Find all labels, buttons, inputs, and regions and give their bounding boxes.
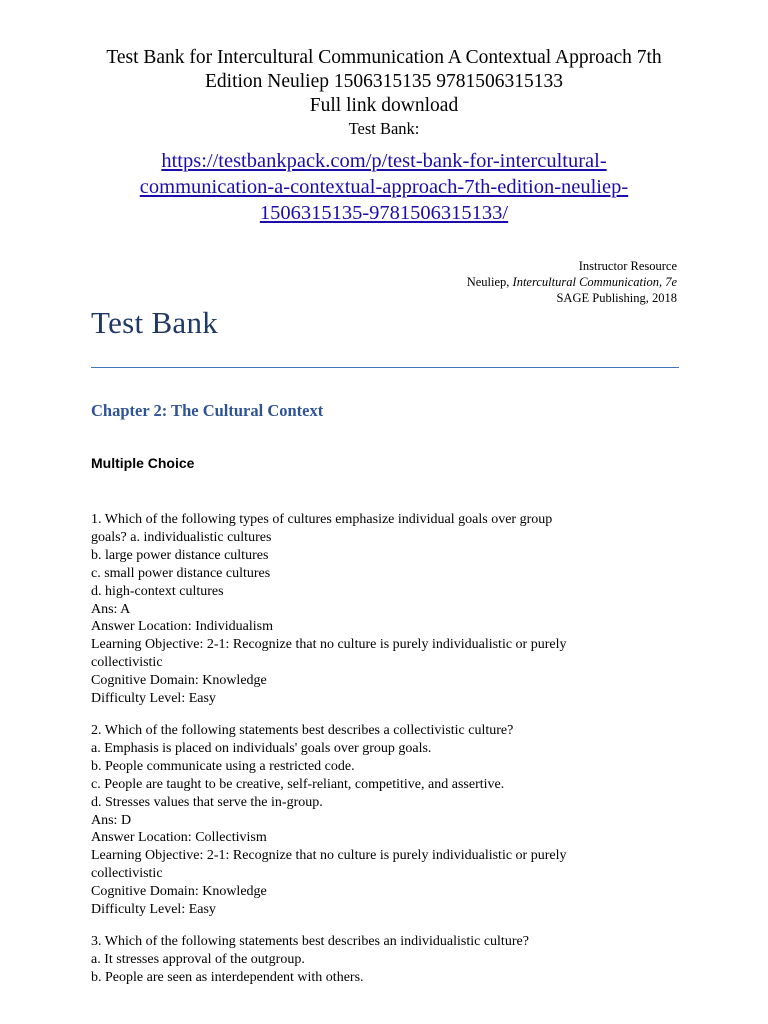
meta-resource: Instructor Resource xyxy=(578,259,677,273)
question-line: collectivistic xyxy=(91,866,163,882)
question-line: d. high-context cultures xyxy=(91,583,224,599)
meta-publisher: SAGE Publishing, 2018 xyxy=(556,291,677,305)
test-bank-label: Test Bank: xyxy=(348,119,420,138)
question-line: Ans: A xyxy=(91,601,131,617)
question-line: Learning Objective: 2-1: Recognize that no culture is purely individualistic or purely xyxy=(91,637,567,653)
question-line: 3. Which of the following statements best describes an individualistic culture? xyxy=(91,933,529,949)
title-divider xyxy=(91,367,679,368)
question-line: Learning Objective: 2-1: Recognize that no culture is purely individualistic or purely xyxy=(91,848,567,864)
document-header xyxy=(60,46,708,140)
question-line: Difficulty Level: Easy xyxy=(91,691,216,707)
question-item xyxy=(91,722,691,919)
question-line: d. Stresses values that serve the in-group. xyxy=(91,794,323,810)
download-link-line-1[interactable]: https://testbankpack.com/p/test-bank-for-intercultural- xyxy=(161,150,607,172)
meta-book-title: Intercultural Communication, 7e xyxy=(512,275,677,289)
question-line: goals? a. individualistic cultures xyxy=(91,529,272,545)
download-link-block xyxy=(60,148,708,226)
meta-book-line xyxy=(467,274,677,290)
question-line: a. It stresses approval of the outgroup. xyxy=(91,951,305,967)
page-title: Test Bank xyxy=(91,305,219,340)
question-line: b. large power distance cultures xyxy=(91,547,269,563)
question-line: 2. Which of the following statements best describes a collectivistic culture? xyxy=(91,722,514,738)
question-item xyxy=(91,511,691,708)
question-list xyxy=(91,511,691,1001)
meta-author: Neuliep, xyxy=(466,275,510,289)
question-line: a. Emphasis is placed on individuals' goals over group goals. xyxy=(91,740,432,756)
question-line: c. small power distance cultures xyxy=(91,565,271,581)
title-line-2: Edition Neuliep 1506315135 9781506315133 xyxy=(204,71,564,92)
question-line: collectivistic xyxy=(91,655,163,671)
question-line: b. People are seen as interdependent with others. xyxy=(91,969,364,985)
question-line: 1. Which of the following types of cultures emphasize individual goals over group xyxy=(91,512,553,527)
instructor-resource-meta xyxy=(467,258,677,306)
download-link-line-3[interactable]: 1506315135-9781506315133/ xyxy=(259,202,509,224)
full-link-label: Full link download xyxy=(309,95,459,116)
question-line: Cognitive Domain: Knowledge xyxy=(91,884,267,900)
question-line: Answer Location: Collectivism xyxy=(91,830,267,846)
question-line: Ans: D xyxy=(91,812,132,828)
question-line: b. People communicate using a restricted code. xyxy=(91,758,355,774)
question-line: Difficulty Level: Easy xyxy=(91,902,216,918)
question-line: Cognitive Domain: Knowledge xyxy=(91,673,267,689)
question-line: Answer Location: Individualism xyxy=(91,619,273,635)
title-line-1: Test Bank for Intercultural Communication A Contextual Approach 7th xyxy=(106,47,662,68)
question-line: c. People are taught to be creative, self-reliant, competitive, and assertive. xyxy=(91,776,505,792)
download-link-line-2[interactable]: communication-a-contextual-approach-7th-edition-neuliep- xyxy=(139,176,629,198)
question-item xyxy=(91,933,691,987)
section-heading: Multiple Choice xyxy=(91,455,195,471)
chapter-heading: Chapter 2: The Cultural Context xyxy=(91,401,324,420)
